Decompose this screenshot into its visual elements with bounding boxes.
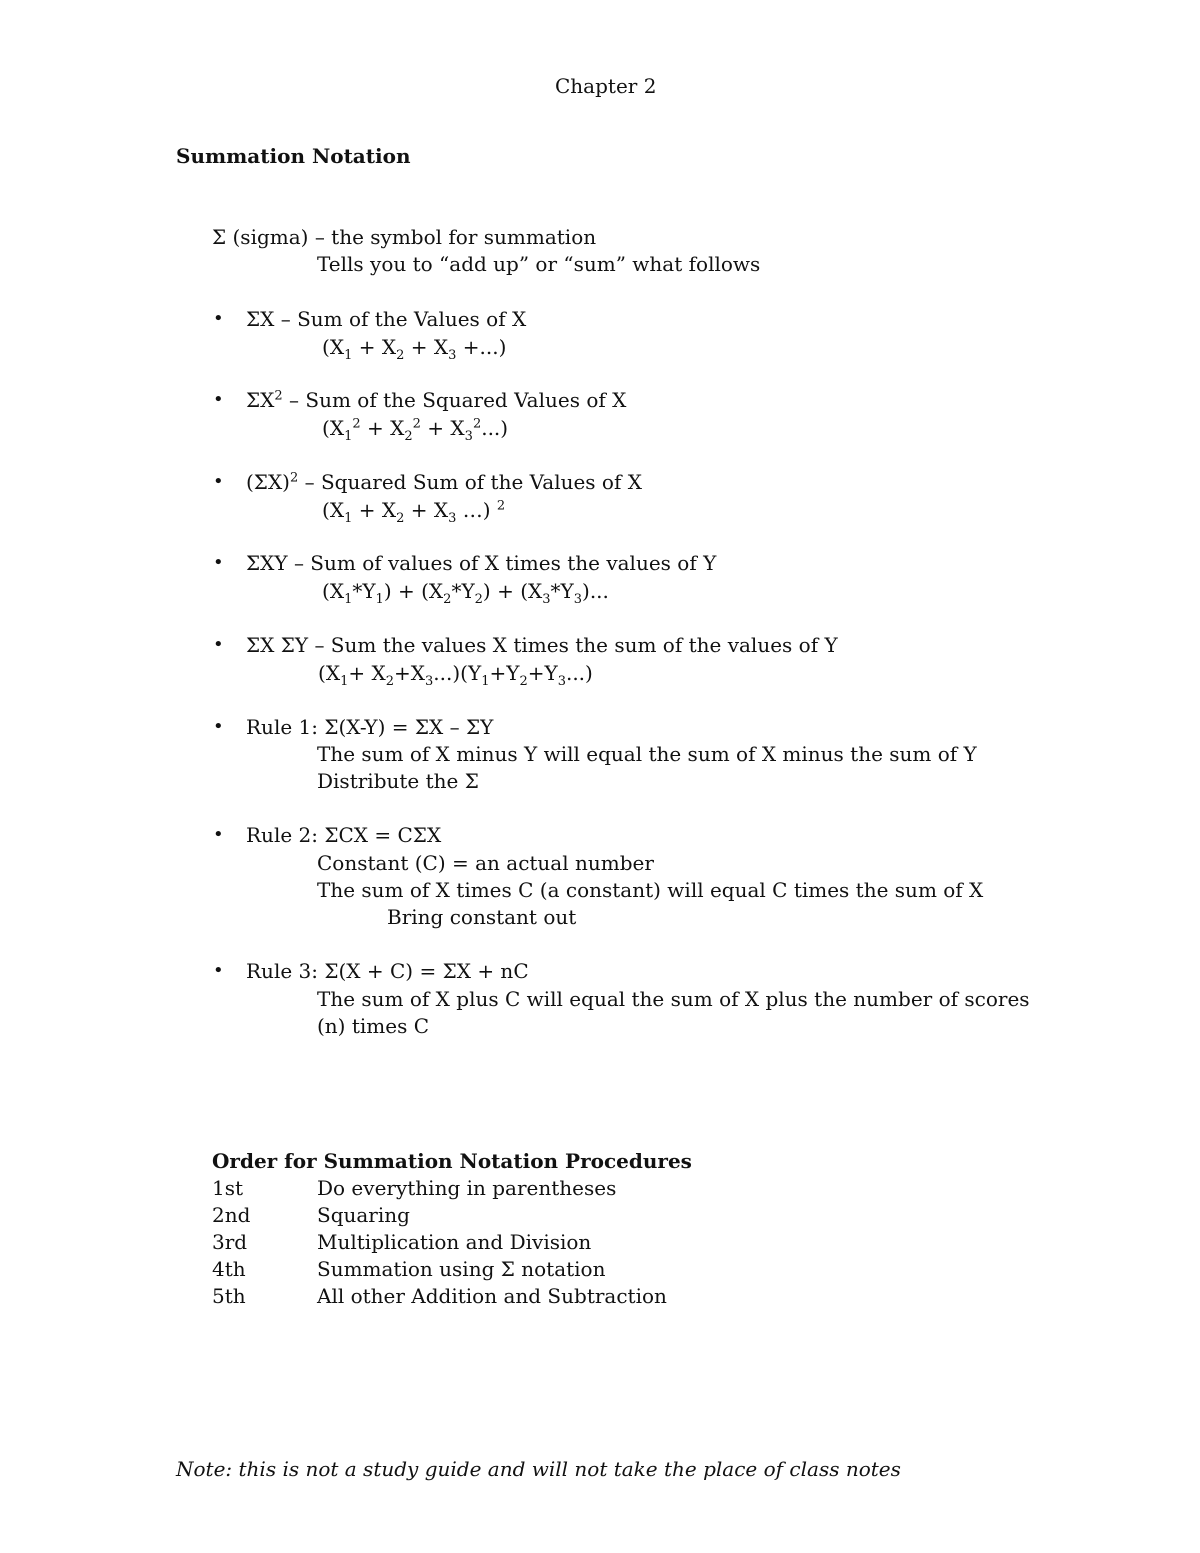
formula-sum-x: ($X_1 + X_2 + X_3$ +...) bbox=[322, 335, 507, 363]
bullet-icon: • bbox=[213, 716, 224, 737]
order-step: Summation using Σ notation bbox=[317, 1257, 606, 1281]
order-rank: 3rd bbox=[212, 1230, 248, 1254]
chapter-heading: Chapter 2 bbox=[555, 74, 657, 98]
formula-sum-x-squared: $(X_1^2 + X_2^2 + X_3^2...)$ bbox=[322, 416, 509, 444]
rule-2-line: Bring constant out bbox=[387, 905, 577, 929]
rule-1-line: The sum of X minus Y will equal the sum of X minus the sum of Y bbox=[317, 742, 977, 766]
rule-3-title: Rule 3: Σ(X + C) = ΣX + nC bbox=[246, 959, 529, 983]
item-sum-x: ΣX – Sum of the Values of X bbox=[246, 307, 527, 331]
formula-squared-sum-x: ($X_1 + X_2 + X_3$ …) $^2$ bbox=[322, 498, 506, 526]
sigma-explanation: Tells you to “add up” or “sum” what follows bbox=[317, 252, 761, 276]
footer-note: Note: this is not a study guide and will not take the place of class notes bbox=[176, 1457, 901, 1481]
formula-sum-xy: $(X_1*Y_1) + (X_2*Y_2) + (X_3*Y_3)$... bbox=[322, 579, 609, 607]
order-step: All other Addition and Subtraction bbox=[317, 1284, 667, 1308]
item-sum-x-sum-y: ΣX ΣY – Sum the values X times the sum of the values of Y bbox=[246, 633, 838, 657]
sigma-definition: Σ (sigma) – the symbol for summation bbox=[212, 225, 597, 249]
bullet-icon: • bbox=[213, 634, 224, 655]
order-rank: 2nd bbox=[212, 1203, 251, 1227]
rule-3-line: (n) times C bbox=[317, 1014, 430, 1038]
item-squared-sum-x: $(\Sigma X)^2$ – Squared Sum of the Values of X bbox=[246, 470, 642, 494]
item-sum-xy: ΣXY – Sum of values of X times the values of Y bbox=[246, 551, 717, 575]
order-step: Multiplication and Division bbox=[317, 1230, 592, 1254]
item-sum-x-squared: $\Sigma X^2$ – Sum of the Squared Values of X bbox=[246, 388, 627, 412]
order-step: Do everything in parentheses bbox=[317, 1176, 617, 1200]
order-rank: 5th bbox=[212, 1284, 246, 1308]
rule-2-line: The sum of X times C (a constant) will equal C times the sum of X bbox=[317, 878, 984, 902]
bullet-icon: • bbox=[213, 824, 224, 845]
formula-sum-x-sum-y: $(X_1+ X_2+X_3...)(Y_1+Y_2+Y_3...)$ bbox=[318, 661, 593, 689]
rule-1-line: Distribute the Σ bbox=[317, 769, 479, 793]
rule-2-line: Constant (C) = an actual number bbox=[317, 851, 654, 875]
bullet-icon: • bbox=[213, 389, 224, 410]
bullet-icon: • bbox=[213, 471, 224, 492]
bullet-icon: • bbox=[213, 960, 224, 981]
order-rank: 1st bbox=[212, 1176, 244, 1200]
rule-1-title: Rule 1: Σ(X-Y) = ΣX – ΣY bbox=[246, 715, 494, 739]
rule-2-title: Rule 2: ΣCX = CΣX bbox=[246, 823, 442, 847]
rule-3-line: The sum of X plus C will equal the sum of X plus the number of scores bbox=[317, 987, 1030, 1011]
order-title: Order for Summation Notation Procedures bbox=[212, 1149, 692, 1173]
order-rank: 4th bbox=[212, 1257, 246, 1281]
section-title: Summation Notation bbox=[176, 144, 411, 168]
order-step: Squaring bbox=[317, 1203, 410, 1227]
bullet-icon: • bbox=[213, 308, 224, 329]
bullet-icon: • bbox=[213, 552, 224, 573]
